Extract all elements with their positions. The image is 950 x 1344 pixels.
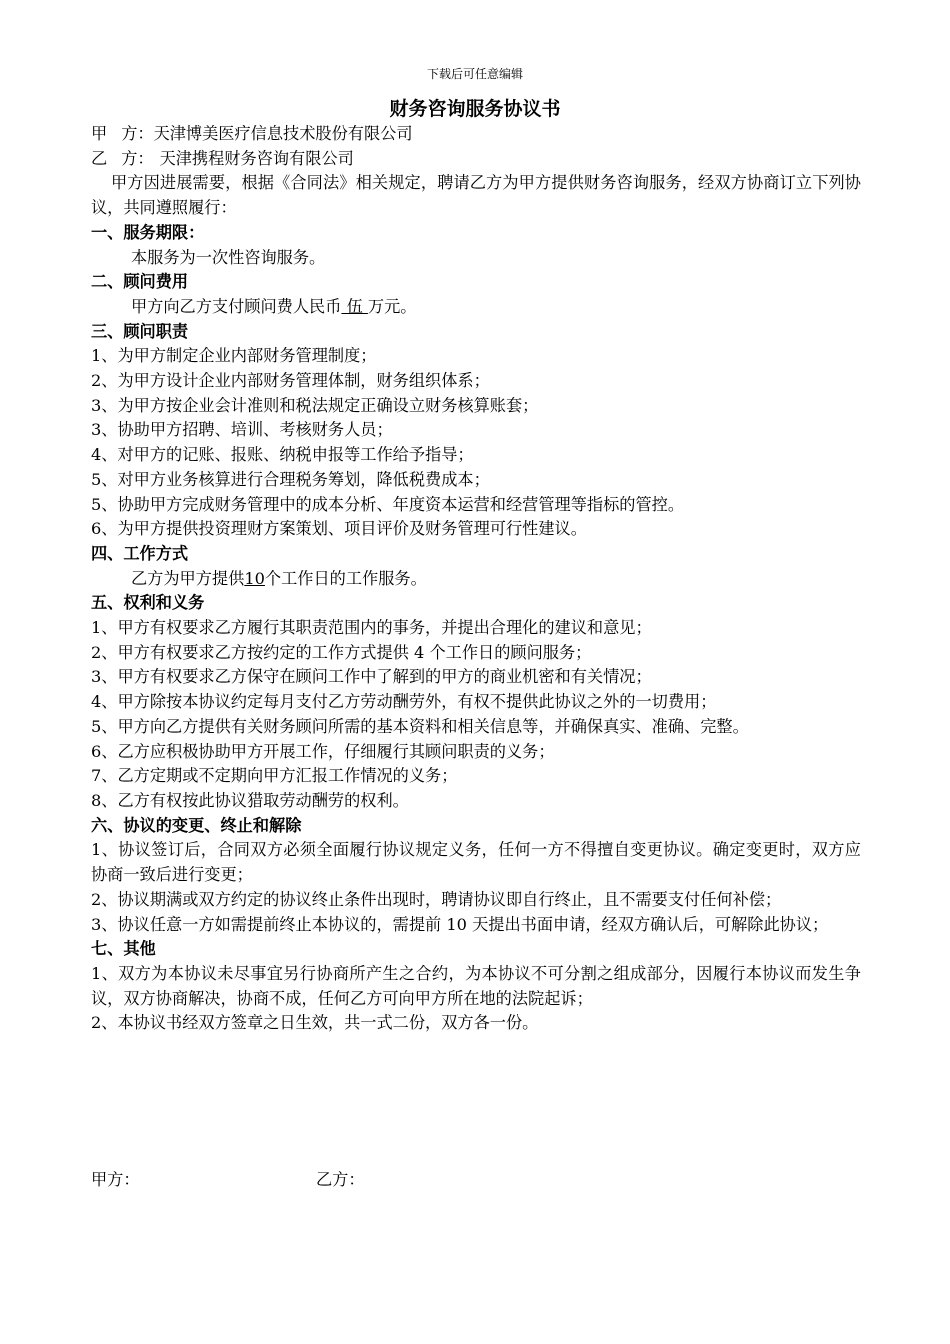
list-item: 2、协议期满或双方约定的协议终止条件出现时，聘请协议即自行终止，且不需要支付任何补偿； [91, 889, 782, 909]
agreement-body [91, 122, 861, 1036]
fee-amount: 伍 [341, 296, 368, 316]
party-a-label-suffix: 方： [121, 124, 154, 143]
list-item: 3、甲方有权要求乙方保守在顾问工作中了解到的甲方的商业机密和有关情况； [91, 667, 652, 687]
header-note: 下载后可任意编辑 [426, 67, 523, 81]
section-1-text: 本服务为一次性咨询服务。 [131, 247, 326, 267]
work-text: 乙方为甲方提供 [131, 568, 245, 588]
section-2-heading: 二、顾问费用 [91, 272, 189, 292]
fee-unit: 万元。 [367, 296, 417, 316]
party-b-line [91, 147, 861, 172]
work-unit: 个工作日的工作服务。 [264, 568, 427, 588]
party-b-name: 天津携程财务咨询有限公司 [159, 148, 354, 168]
list-item: 1、为甲方制定企业内部财务管理制度； [91, 346, 377, 366]
document-title: 财务咨询服务协议书 [389, 98, 561, 120]
section-2-text [91, 295, 861, 320]
party-b-signature-label: 乙方： [316, 1170, 365, 1189]
section-4-text [91, 567, 861, 592]
section-3-heading: 三、顾问职责 [91, 321, 189, 341]
list-item: 7、乙方定期或不定期向甲方汇报工作情况的义务； [91, 766, 458, 786]
section-4-heading: 四、工作方式 [91, 543, 189, 563]
section-6-heading: 六、协议的变更、终止和解除 [91, 815, 302, 835]
intro-paragraph: 甲方因进展需要，根据《合同法》相关规定，聘请乙方为甲方提供财务咨询服务，经双方协商订立下列协议，共同遵照履行： [91, 173, 861, 218]
list-item: 6、乙方应积极协助甲方开展工作，仔细履行其顾问职责的义务； [91, 741, 555, 761]
list-item: 3、协议任意一方如需提前终止本协议的，需提前 10 天提出书面申请，经双方确认后，可解除此协议； [91, 914, 829, 934]
list-item: 3、为甲方按企业会计准则和税法规定正确设立财务核算账套； [91, 395, 539, 415]
list-item: 4、对甲方的记账、报账、纳税申报等工作给予指导； [91, 445, 474, 465]
list-item: 2、本协议书经双方签章之日生效，共一式二份，双方各一份。 [91, 1013, 539, 1033]
list-item: 2、为甲方设计企业内部财务管理体制，财务组织体系； [91, 371, 490, 391]
party-b-label-suffix: 方： [121, 148, 154, 168]
list-item: 6、为甲方提供投资理财方案策划、项目评价及财务管理可行性建议。 [91, 519, 587, 539]
list-item: 2、甲方有权要求乙方按约定的工作方式提供 4 个工作日的顾问服务； [91, 642, 592, 662]
section-1-heading: 一、服务期限： [91, 222, 205, 242]
list-item: 1、双方为本协议未尽事宜另行协商所产生之合约，为本协议不可分割之组成部分，因履行本协议而发生争议，双方协商解决，协商不成，任何乙方可向甲方所在地的法院起诉； [91, 963, 861, 1008]
section-7-heading: 七、其他 [91, 939, 156, 959]
party-a-line [91, 122, 861, 147]
party-b-label: 乙 [91, 148, 108, 168]
list-item: 8、乙方有权按此协议猎取劳动酬劳的权利。 [91, 790, 409, 810]
list-item: 5、协助甲方完成财务管理中的成本分析、年度资本运营和经营管理等指标的管控。 [91, 494, 685, 514]
list-item: 5、对甲方业务核算进行合理税务筹划，降低税费成本； [91, 469, 490, 489]
list-item: 5、甲方向乙方提供有关财务顾问所需的基本资料和相关信息等，并确保真实、准确、完整。 [91, 716, 749, 736]
list-item: 3、协助甲方招聘、培训、考核财务人员； [91, 420, 393, 440]
fee-text: 甲方向乙方支付顾问费人民币 [131, 296, 342, 316]
party-a-label: 甲 [91, 124, 108, 143]
list-item: 1、协议签订后，合同双方必须全面履行协议规定义务，任何一方不得擅自变更协议。确定变更时，双方应协商一致后进行变更； [91, 840, 861, 885]
party-a-name: 天津博美医疗信息技术股份有限公司 [153, 124, 413, 143]
party-a-signature-label: 甲方： [91, 1170, 140, 1189]
section-5-heading: 五、权利和义务 [91, 593, 205, 613]
list-item: 4、甲方除按本协议约定每月支付乙方劳动酬劳外，有权不提供此协议之外的一切费用； [91, 692, 717, 712]
work-days: 10 [244, 568, 265, 588]
list-item: 1、甲方有权要求乙方履行其职责范围内的事务，并提出合理化的建议和意见； [91, 618, 652, 638]
